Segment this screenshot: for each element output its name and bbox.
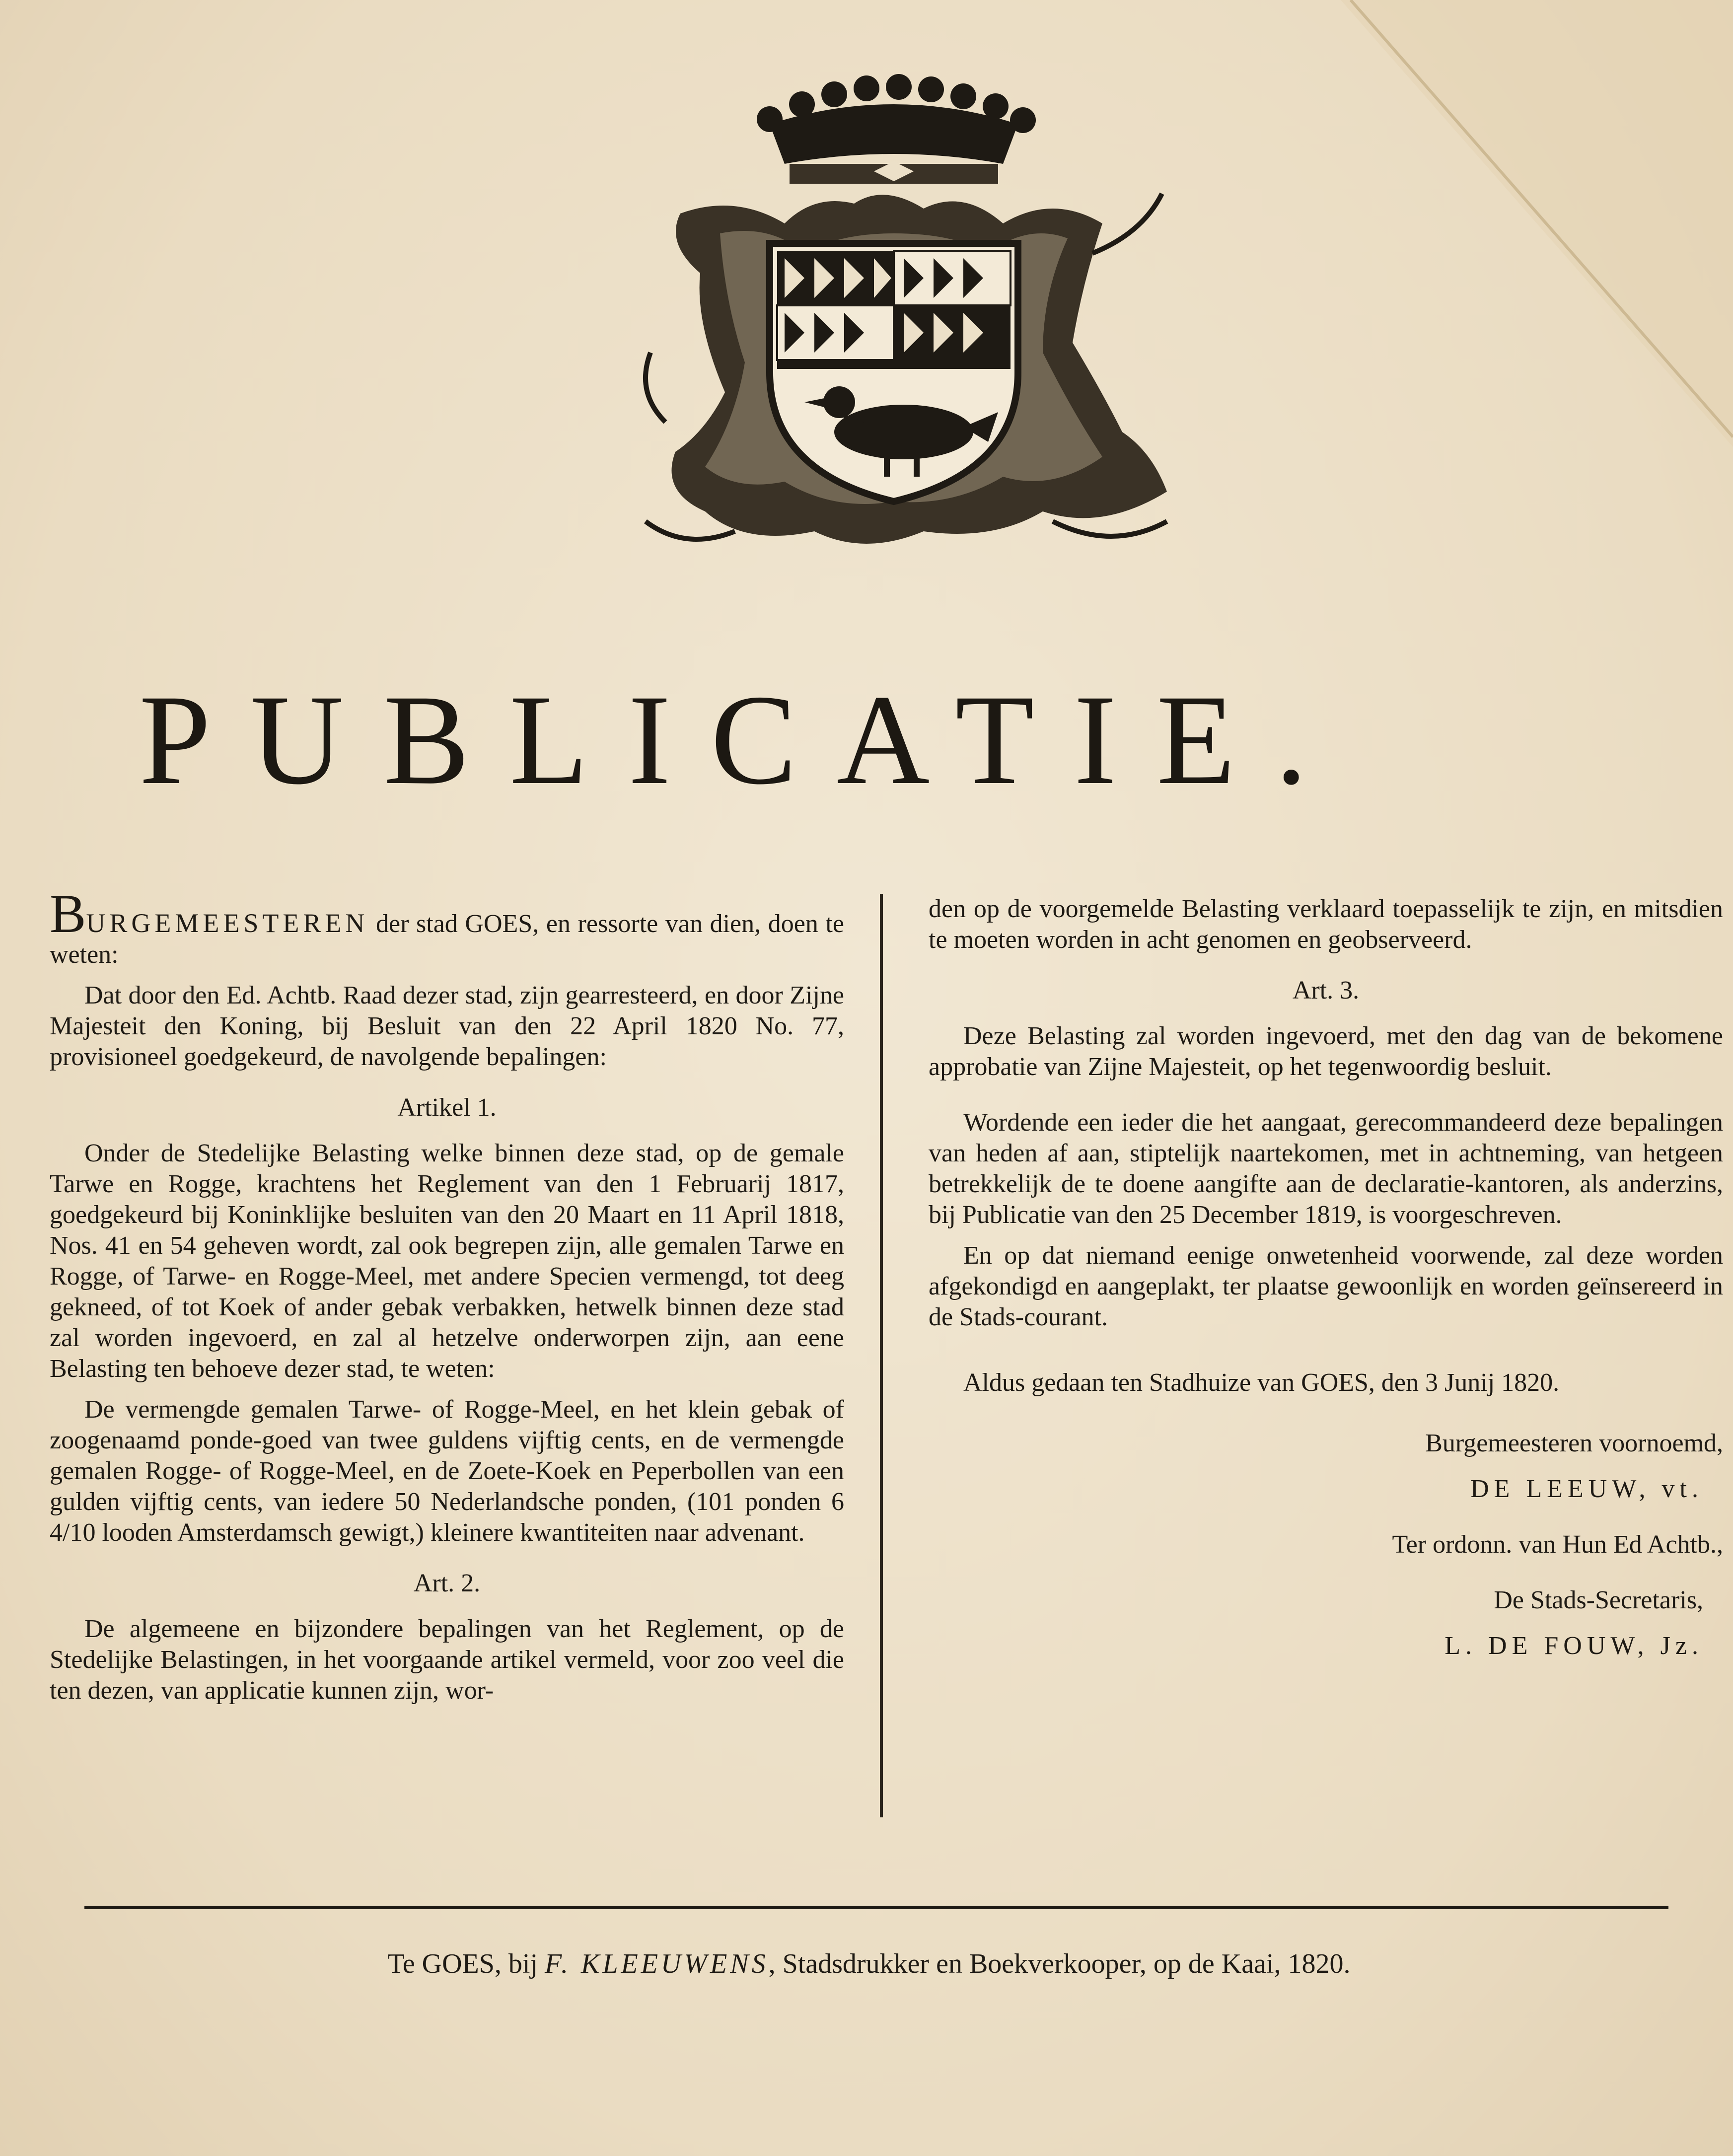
signature-burgemeesteren: Burgemeesteren voornoemd, <box>1425 1429 1723 1457</box>
continuation-paragraph: den op de voorgemelde Belasting verklaard toepasselijk te zijn, en mitsdien te moeten worden in acht genomen en geobserveerd. <box>929 895 1723 954</box>
recommendation-paragraph: Wordende een ieder die het aangaat, gerecommandeerd deze bepalingen van heden af aan, stiptelijk naartekomen, met in achtneming, van hetgeen betrekkelijk de te doene aangifte aan de declaratie-kantoren, als anderzins, bij Publicatie van den 25 December 1819, is voorgeschreven. <box>929 1108 1723 1229</box>
imprint-suffix: , Stadsdrukker en Boekverkooper, op de Kaai, 1820. <box>768 1948 1351 1979</box>
opening-smallcaps: URGEMEESTEREN <box>86 908 369 938</box>
drop-cap: B <box>50 883 86 944</box>
article-1-text: Onder de Stedelijke Belasting welke binnen deze stad, op de gemale Tarwe en Rogge, krachtens het Reglement van den 1 Februarij 1817, goedgekeurd bij Koninklijke besluiten van den 20 Maart en 11 April 1818, Nos. 41 en 54 geheven wordt, zal ook begrepen zijn, alle gemalen Tarwe en Rogge, of Tarwe- en Rogge-Meel, met andere Specien vermengd, tot deeg gekneed, of tot Koek of ander gebak verbakken, hetwelk binnen deze stad zal worden ingevoerd, en zal al hetzelve onderworpen zijn, aan eene Belasting ten behoeve dezer stad, te weten: <box>50 1139 844 1383</box>
article-2-heading: Art. 2. <box>413 1569 481 1597</box>
imprint-printer: F. KLEEUWENS <box>545 1948 769 1979</box>
article-3-heading: Art. 3. <box>1292 976 1360 1005</box>
article-1-heading: Artikel 1. <box>397 1093 497 1122</box>
article-2-text: De algemeene en bijzondere bepalingen van het Reglement, op de Stedelijke Belastingen, in het voorgaande artikel vermeld, voor zoo veel die ten dezen, van applicatie kunnen zijn, wor- <box>50 1615 844 1705</box>
signature-de-leeuw: DE LEEUW, vt. <box>1470 1475 1703 1503</box>
footer-rule <box>84 1906 1668 1909</box>
column-divider <box>880 894 883 1817</box>
crown-icon <box>757 74 1036 184</box>
signature-ordonnance: Ter ordonn. van Hun Ed Achtb., <box>1392 1530 1723 1559</box>
right-column <box>929 894 1723 1867</box>
signature-secretaris-title: De Stads-Secretaris, <box>1494 1586 1703 1614</box>
printer-imprint <box>99 1941 1639 1986</box>
intro-paragraph: Dat door den Ed. Achtb. Raad dezer stad, zijn gearresteerd, en door Zijne Majesteit den Koning, bij Besluit van den 22 April 1820 No. 77, provisioneel goedgekeurd, de navolgende bepalingen: <box>50 981 844 1071</box>
imprint-prefix: Te GOES, bij <box>387 1948 545 1979</box>
signature-de-fouw: L. DE FOUW, Jz. <box>1444 1632 1703 1660</box>
opening-rest: der stad GOES, en ressorte van dien, doen te weten: <box>50 910 844 969</box>
article-1-tariffs: De vermengde gemalen Tarwe- of Rogge-Meel, en het klein gebak of zoogenaamd ponde-goed van twee guldens vijftig cents, en de vermengde gemalen Rogge- of Rogge-Meel, en de Zoete-Koek en Peperbollen van een gulden vijftig cents, van iedere 50 Nederlandsche ponden, (101 ponden 6 4/10 looden Amsterdamsch gewigt,) kleinere kwantiteiten naar advenant. <box>50 1395 844 1547</box>
opening-paragraph <box>50 883 844 970</box>
dated-line: Aldus gedaan ten Stadhuize van GOES, den 3 Junij 1820. <box>963 1368 1560 1397</box>
coat-of-arms <box>606 45 1182 561</box>
article-3-text: Deze Belasting zal worden ingevoerd, met den dag van de bekomene approbatie van Zijne Majesteit, op het tegenwoordig besluit. <box>929 1022 1723 1081</box>
signature-block <box>929 1428 1723 1661</box>
left-column <box>50 883 844 1867</box>
publication-paragraph: En op dat niemand eenige onwetenheid voorwende, zal deze worden afgekondigd en aangeplakt, ter plaatse gewoonlijk en worden geïnsereerd in de Stads-courant. <box>929 1241 1723 1331</box>
page-title: PUBLICATIE. <box>139 668 1347 811</box>
shield-icon <box>770 243 1018 502</box>
